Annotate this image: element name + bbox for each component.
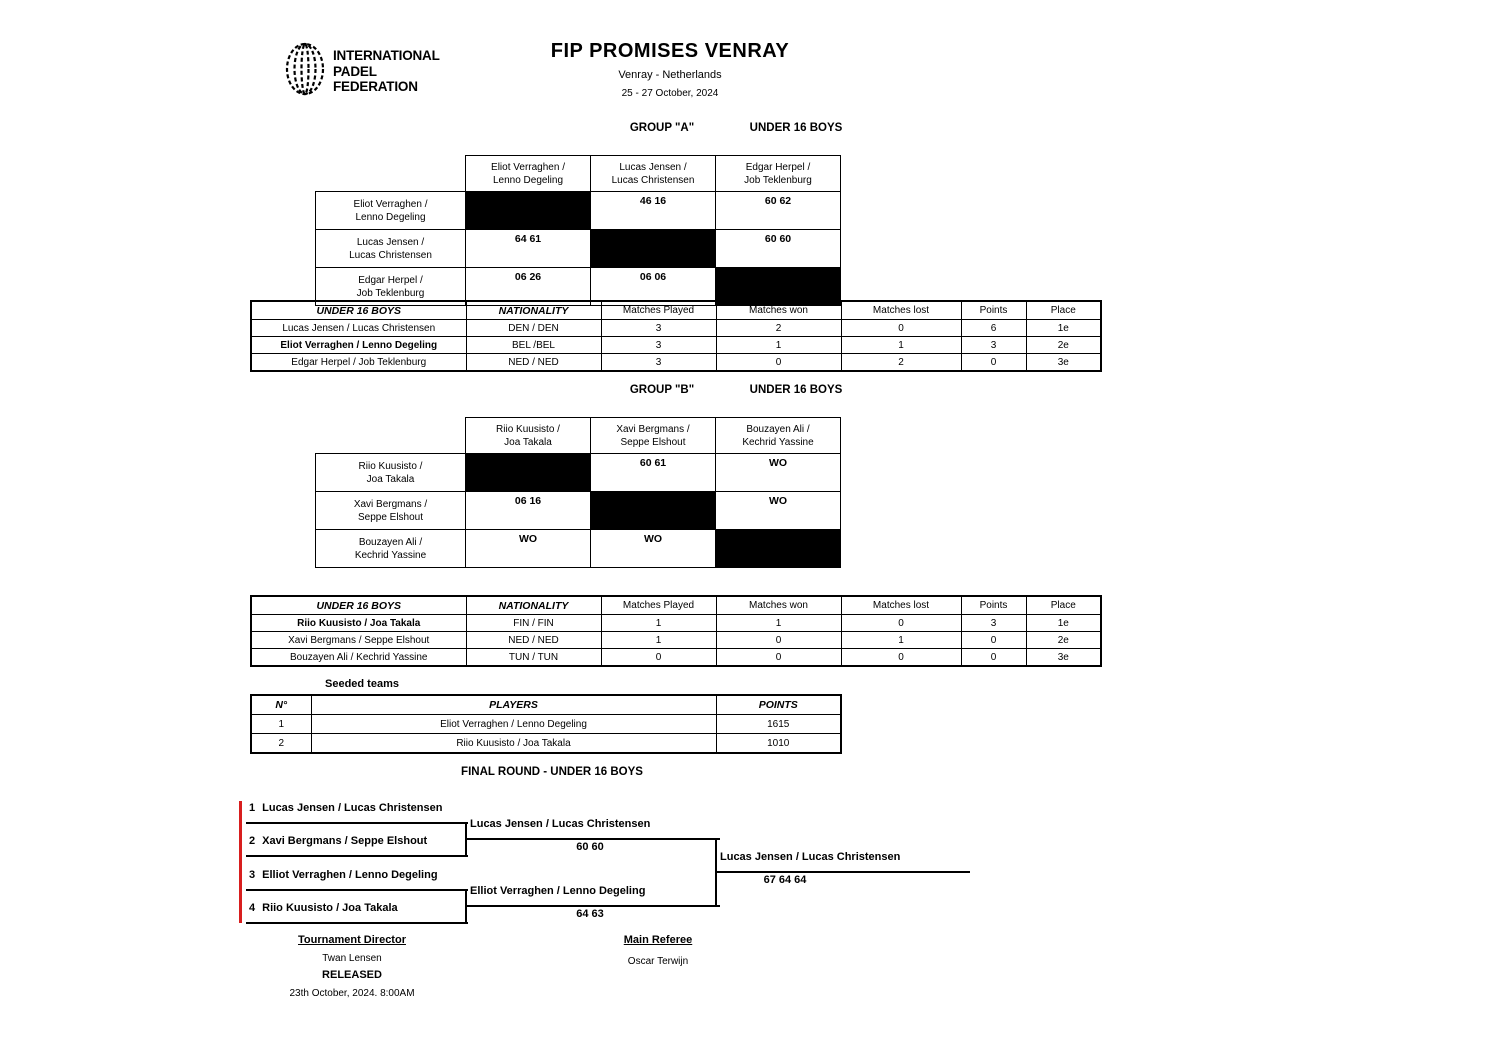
standings-row — [251, 337, 1101, 354]
seed-number-cell: 1 — [251, 715, 311, 734]
logo-line-1: INTERNATIONAL — [333, 47, 440, 63]
standings-header-points: Points — [961, 596, 1026, 615]
ipf-ball-icon — [283, 40, 327, 103]
bracket-seed-4 — [246, 902, 468, 924]
matrix-col-header — [716, 156, 841, 192]
seed-players-cell: Riio Kuusisto / Joa Takala — [311, 734, 716, 754]
match-result-cell: 06 16 — [466, 492, 591, 530]
won-cell: 2 — [716, 320, 841, 337]
played-cell: 3 — [601, 320, 716, 337]
matrix-row-header — [316, 530, 466, 568]
team-cell: Lucas Jensen / Lucas Christensen — [251, 320, 466, 337]
standings-header-place: Place — [1026, 301, 1101, 320]
nationality-cell: FIN / FIN — [466, 615, 601, 632]
blocked-cell — [591, 492, 716, 530]
seeded-header-players: PLAYERS — [311, 695, 716, 715]
won-cell: 1 — [716, 337, 841, 354]
team-name-line: Job Teklenburg — [356, 287, 425, 299]
team-name-line: Lenno Degeling — [355, 211, 426, 223]
match-result-cell: WO — [716, 454, 841, 492]
standings-header-nationality: NATIONALITY — [466, 301, 601, 320]
match-result-cell: 60 60 — [716, 230, 841, 268]
bracket-red-bar — [239, 801, 242, 923]
seeded-teams-title: Seeded teams — [325, 678, 399, 690]
played-cell: 0 — [601, 649, 716, 667]
team-name-line: Lucas Christensen — [611, 174, 695, 186]
matrix-row-header — [316, 454, 466, 492]
main-referee-name: Oscar Terwijn — [627, 956, 689, 967]
group-b-standings — [250, 595, 1102, 667]
seeded-row — [251, 715, 841, 734]
won-cell: 0 — [716, 354, 841, 372]
group-a-standings — [250, 300, 1102, 372]
bracket-seed-3 — [246, 869, 468, 891]
standings-row — [251, 615, 1101, 632]
points-cell: 3 — [961, 615, 1026, 632]
team-name-line: Kechrid Yassine — [354, 549, 427, 561]
matrix-col-header — [716, 418, 841, 454]
played-cell: 1 — [601, 632, 716, 649]
team-name-line: Job Teklenburg — [744, 174, 812, 186]
released-label: RELEASED — [322, 969, 382, 981]
nationality-cell: NED / NED — [466, 632, 601, 649]
points-cell: 0 — [961, 649, 1026, 667]
standings-header-points: Points — [961, 301, 1026, 320]
points-cell: 3 — [961, 337, 1026, 354]
team-cell: Edgar Herpel / Job Teklenburg — [251, 354, 466, 372]
group-b-category: UNDER 16 BOYS — [749, 384, 843, 396]
blocked-cell — [591, 230, 716, 268]
seed-team-name: Xavi Bergmans / Seppe Elshout — [262, 835, 428, 847]
standings-header-won: Matches won — [716, 596, 841, 615]
match-result-cell: 06 06 — [591, 268, 716, 306]
group-a-results-matrix — [315, 155, 841, 306]
nationality-cell: TUN / TUN — [466, 649, 601, 667]
team-cell: Eliot Verraghen / Lenno Degeling — [251, 337, 466, 354]
team-name-line: Bouzayen Ali / — [358, 536, 423, 548]
logo-line-2: PADEL — [333, 63, 377, 79]
standings-header-lost: Matches lost — [841, 596, 961, 615]
matrix-row-header — [316, 192, 466, 230]
standings-row — [251, 320, 1101, 337]
event-location: Venray - Netherlands — [618, 69, 722, 81]
team-name-line: Xavi Bergmans / — [353, 498, 428, 510]
standings-header-lost: Matches lost — [841, 301, 961, 320]
match-result-cell: 60 61 — [591, 454, 716, 492]
match-result-cell: 60 62 — [716, 192, 841, 230]
event-dates: 25 - 27 October, 2024 — [621, 88, 719, 99]
tournament-director-label: Tournament Director — [298, 934, 406, 946]
standings-header-won: Matches won — [716, 301, 841, 320]
team-cell: Xavi Bergmans / Seppe Elshout — [251, 632, 466, 649]
seeded-header-number: N° — [251, 695, 311, 715]
points-cell: 0 — [961, 632, 1026, 649]
seed-number-cell: 2 — [251, 734, 311, 754]
group-a-category: UNDER 16 BOYS — [749, 122, 843, 134]
seed-team-name: Riio Kuusisto / Joa Takala — [262, 902, 398, 914]
team-name-line: Eliot Verraghen / — [491, 161, 565, 173]
match-result-cell: 06 26 — [466, 268, 591, 306]
semifinal-2-winner: Elliot Verraghen / Lenno Degeling — [465, 885, 720, 907]
team-name-line: Joa Takala — [366, 473, 415, 485]
seed-points-cell: 1615 — [716, 715, 841, 734]
standings-row — [251, 354, 1101, 372]
matrix-row-header — [316, 492, 466, 530]
matrix-corner-cell — [316, 156, 466, 192]
seed-players-cell: Eliot Verraghen / Lenno Degeling — [311, 715, 716, 734]
standings-header-place: Place — [1026, 596, 1101, 615]
released-date: 23th October, 2024. 8:00AM — [289, 988, 415, 999]
matrix-col-header — [591, 418, 716, 454]
team-name-line: Bouzayen Ali / — [746, 423, 810, 435]
ipf-logo-text — [333, 48, 440, 96]
seeded-header-points: POINTS — [716, 695, 841, 715]
lost-cell: 0 — [841, 320, 961, 337]
team-name-line: Eliot Verraghen / — [353, 198, 428, 210]
final-round-title: FINAL ROUND - UNDER 16 BOYS — [461, 766, 643, 778]
team-name-line: Lucas Jensen / — [619, 161, 687, 173]
group-a-heading: GROUP "A" — [629, 122, 695, 134]
standings-row — [251, 649, 1101, 667]
nationality-cell: BEL /BEL — [466, 337, 601, 354]
lost-cell: 0 — [841, 615, 961, 632]
seed-number: 4 — [249, 902, 256, 914]
standings-row — [251, 632, 1101, 649]
group-b-heading: GROUP "B" — [629, 384, 695, 396]
seed-team-name: Elliot Verraghen / Lenno Degeling — [262, 869, 438, 881]
team-name-line: Joa Takala — [504, 436, 552, 448]
team-name-line: Riio Kuusisto / — [496, 423, 560, 435]
place-cell: 3e — [1026, 354, 1101, 372]
seed-team-name: Lucas Jensen / Lucas Christensen — [262, 802, 443, 814]
final-winner: Lucas Jensen / Lucas Christensen — [715, 851, 970, 873]
seeded-teams-table — [250, 694, 842, 754]
team-cell: Riio Kuusisto / Joa Takala — [251, 615, 466, 632]
team-name-line: Lucas Jensen / — [356, 236, 425, 248]
team-name-line: Kechrid Yassine — [742, 436, 814, 448]
standings-header-nationality: NATIONALITY — [466, 596, 601, 615]
standings-header-team: UNDER 16 BOYS — [251, 301, 466, 320]
match-result-cell: WO — [466, 530, 591, 568]
bracket-seed-2 — [246, 835, 468, 857]
team-name-line: Riio Kuusisto / — [358, 460, 423, 472]
bracket-seed-1 — [246, 802, 468, 824]
blocked-cell — [466, 192, 591, 230]
matrix-col-header — [466, 156, 591, 192]
team-name-line: Seppe Elshout — [357, 511, 424, 523]
semifinal-1-score: 60 60 — [576, 841, 604, 853]
seed-number: 3 — [249, 869, 256, 881]
lost-cell: 1 — [841, 337, 961, 354]
match-result-cell: 46 16 — [591, 192, 716, 230]
seeded-row — [251, 734, 841, 754]
place-cell: 2e — [1026, 337, 1101, 354]
standings-header-played: Matches Played — [601, 301, 716, 320]
matrix-corner-cell — [316, 418, 466, 454]
standings-header-team: UNDER 16 BOYS — [251, 596, 466, 615]
logo-line-3: FEDERATION — [333, 79, 418, 95]
team-name-line: Lucas Christensen — [349, 249, 432, 261]
points-cell: 6 — [961, 320, 1026, 337]
team-name-line: Xavi Bergmans / — [616, 423, 690, 435]
matrix-col-header — [591, 156, 716, 192]
won-cell: 0 — [716, 649, 841, 667]
seed-points-cell: 1010 — [716, 734, 841, 754]
lost-cell: 2 — [841, 354, 961, 372]
seed-number: 1 — [249, 802, 256, 814]
main-referee-label: Main Referee — [623, 934, 693, 946]
won-cell: 0 — [716, 632, 841, 649]
group-b-results-matrix — [315, 417, 841, 568]
played-cell: 1 — [601, 615, 716, 632]
team-cell: Bouzayen Ali / Kechrid Yassine — [251, 649, 466, 667]
place-cell: 1e — [1026, 615, 1101, 632]
points-cell: 0 — [961, 354, 1026, 372]
tournament-director-name: Twan Lensen — [322, 953, 382, 964]
won-cell: 1 — [716, 615, 841, 632]
seed-number: 2 — [249, 835, 256, 847]
nationality-cell: NED / NED — [466, 354, 601, 372]
match-result-cell: WO — [716, 492, 841, 530]
ipf-logo — [283, 40, 440, 103]
semifinal-1-winner: Lucas Jensen / Lucas Christensen — [465, 818, 720, 840]
final-score: 67 64 64 — [763, 874, 807, 886]
lost-cell: 1 — [841, 632, 961, 649]
blocked-cell — [466, 454, 591, 492]
match-result-cell: WO — [591, 530, 716, 568]
team-name-line: Seppe Elshout — [620, 436, 686, 448]
blocked-cell — [716, 530, 841, 568]
played-cell: 3 — [601, 337, 716, 354]
lost-cell: 0 — [841, 649, 961, 667]
place-cell: 2e — [1026, 632, 1101, 649]
place-cell: 1e — [1026, 320, 1101, 337]
page-title: FIP PROMISES VENRAY — [550, 40, 790, 62]
team-name-line: Edgar Herpel / — [745, 161, 811, 173]
matrix-col-header — [466, 418, 591, 454]
team-name-line: Lenno Degeling — [492, 174, 564, 186]
semifinal-2-score: 64 63 — [576, 908, 604, 920]
matrix-row-header — [316, 230, 466, 268]
match-result-cell: 64 61 — [466, 230, 591, 268]
nationality-cell: DEN / DEN — [466, 320, 601, 337]
played-cell: 3 — [601, 354, 716, 372]
standings-header-played: Matches Played — [601, 596, 716, 615]
team-name-line: Edgar Herpel / — [358, 274, 423, 286]
place-cell: 3e — [1026, 649, 1101, 667]
